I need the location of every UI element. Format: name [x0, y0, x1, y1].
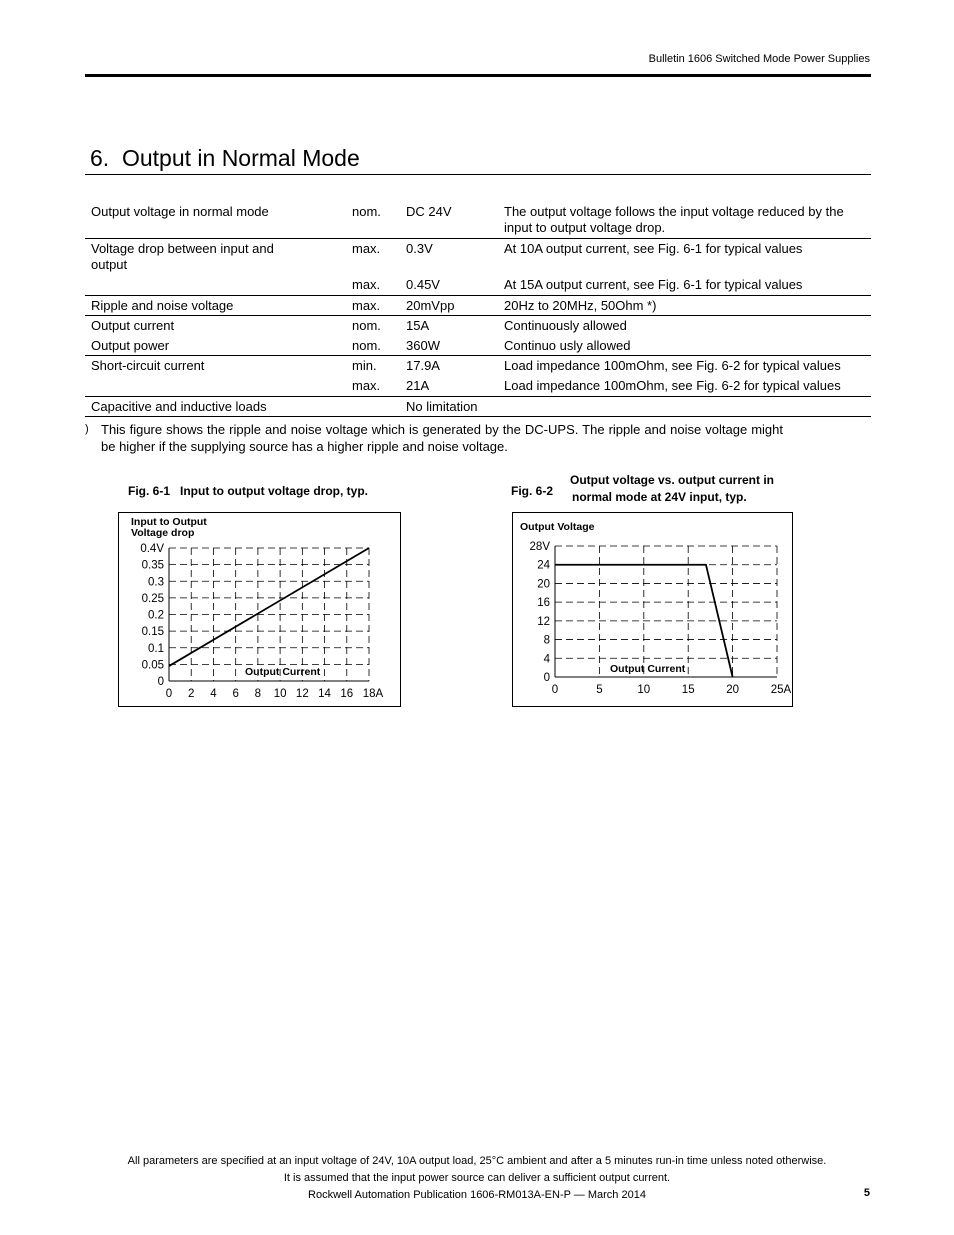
- x-tick-label: 0: [551, 684, 559, 696]
- description: Load impedance 100mOhm, see Fig. 6-2 for typical values: [504, 358, 841, 373]
- param-label: Capacitive and inductive loads: [91, 399, 267, 414]
- qualifier: min.: [352, 358, 377, 373]
- footnote-mark: ): [85, 423, 89, 435]
- param-label: Output voltage in normal mode: [91, 204, 269, 219]
- x-tick-label: 2: [188, 688, 195, 700]
- description: 20Hz to 20MHz, 50Ohm *): [504, 298, 657, 313]
- y-axis-title-line2: Voltage drop: [131, 527, 195, 539]
- table-rule: [85, 238, 871, 239]
- x-tick-label: 0: [165, 688, 173, 700]
- x-tick-label: 25A: [770, 684, 792, 696]
- x-tick-label: 20: [726, 684, 739, 696]
- title-rule: [85, 174, 871, 175]
- x-tick-label: 14: [318, 688, 331, 700]
- x-tick-label: 16: [340, 688, 354, 700]
- y-tick-label: 0.1: [148, 642, 164, 655]
- value: 360W: [406, 338, 440, 353]
- table-rule: [85, 416, 871, 417]
- qualifier: max.: [352, 277, 381, 292]
- value: 15A: [406, 318, 430, 333]
- running-header: Bulletin 1606 Switched Mode Power Supplies: [648, 53, 870, 65]
- x-tick-label: 10: [637, 684, 651, 696]
- y-tick-label: 0.4V: [140, 543, 164, 555]
- y-tick-label: 8: [543, 634, 550, 647]
- y-tick-label: 0.25: [141, 592, 164, 605]
- y-tick-label: 0.05: [141, 659, 164, 672]
- value: 20mVpp: [406, 298, 455, 313]
- value: 21A: [406, 378, 430, 393]
- qualifier: nom.: [352, 338, 381, 353]
- qualifier: nom.: [352, 318, 381, 333]
- y-tick-label: 12: [537, 615, 550, 628]
- y-tick-label: 0: [543, 672, 550, 684]
- y-tick-label: 0.35: [141, 559, 164, 572]
- value: 17.9A: [406, 358, 440, 373]
- description: At 15A output current, see Fig. 6-1 for typical values: [504, 277, 803, 292]
- y-tick-label: 28V: [529, 541, 550, 553]
- value: DC 24V: [406, 204, 452, 219]
- qualifier: max.: [352, 298, 381, 313]
- table-rule: [85, 295, 871, 296]
- x-tick-label: 4: [210, 688, 217, 700]
- param-label: Output current: [91, 318, 175, 333]
- y-tick-label: 16: [537, 597, 550, 610]
- y-axis-title-line1: Input to Output: [131, 516, 207, 528]
- x-tick-label: 6: [232, 688, 239, 700]
- chart-voltage-drop: [118, 512, 402, 708]
- x-tick-label: 15: [681, 684, 695, 696]
- param-label: Output power: [91, 338, 170, 353]
- y-tick-label: 20: [537, 578, 550, 591]
- param-label: Ripple and noise voltage: [91, 298, 234, 313]
- section-title: 6. Output in Normal Mode: [90, 145, 360, 171]
- y-tick-label: 0.2: [148, 609, 164, 622]
- footnote-text: This figure shows the ripple and noise voltage which is generated by the DC-UPS. The ripple and noise voltage might be higher if the supplying source has a higher ripple and noise voltage.: [101, 422, 783, 454]
- value: No limitation: [406, 399, 478, 414]
- footer-line1: All parameters are specified at an input voltage of 24V, 10A output load, 25°C ambient and after a 5 minutes run-in time unless noted otherwise.: [127, 1155, 827, 1167]
- param-label: Voltage drop between input and output: [91, 241, 274, 272]
- y-tick-label: 0.15: [141, 626, 164, 639]
- description: Continuously allowed: [504, 318, 627, 333]
- table-rule: [85, 396, 871, 397]
- description: The output voltage follows the input voltage reduced by the input to output voltage drop.: [504, 204, 844, 235]
- table-rule: [85, 355, 871, 356]
- table-rule: [85, 315, 871, 316]
- y-tick-label: 0.3: [148, 576, 164, 589]
- qualifier: max.: [352, 241, 381, 256]
- x-tick-label: 12: [295, 688, 309, 700]
- x-tick-label: 5: [596, 684, 603, 696]
- fig2-caption-line1: Output voltage vs. output current in: [570, 473, 774, 487]
- value: 0.3V: [406, 241, 433, 256]
- x-tick-label: 18A: [362, 688, 384, 700]
- description: Continuo usly allowed: [504, 338, 631, 353]
- fig2-caption-line2: normal mode at 24V input, typ.: [572, 490, 747, 504]
- y-tick-label: 0: [157, 676, 164, 688]
- qualifier: nom.: [352, 204, 381, 219]
- footer-line2: It is assumed that the input power source can deliver a sufficient output current.: [283, 1172, 671, 1184]
- fig1-caption: Fig. 6-1 Input to output voltage drop, typ.: [128, 484, 368, 498]
- x-axis-title: Output Current: [245, 666, 321, 678]
- param-label: Short-circuit current: [91, 358, 205, 373]
- x-tick-label: 8: [254, 688, 262, 700]
- footer-publication: Rockwell Automation Publication 1606-RM013A-EN-P — March 2014: [308, 1189, 646, 1201]
- description: Load impedance 100mOhm, see Fig. 6-2 for typical values: [504, 378, 841, 393]
- qualifier: max.: [352, 378, 381, 393]
- value: 0.45V: [406, 277, 440, 292]
- fig2-number: Fig. 6-2: [511, 484, 554, 498]
- y-tick-label: 4: [543, 653, 550, 666]
- header-rule: [85, 74, 871, 77]
- x-axis-title: Output Current: [610, 663, 686, 675]
- chart-output-voltage: [512, 512, 794, 708]
- y-tick-label: 24: [537, 559, 550, 572]
- page-number: 5: [863, 1187, 870, 1199]
- x-tick-label: 10: [273, 688, 287, 700]
- description: At 10A output current, see Fig. 6-1 for typical values: [504, 241, 803, 256]
- y-axis-title: Output Voltage: [520, 521, 595, 533]
